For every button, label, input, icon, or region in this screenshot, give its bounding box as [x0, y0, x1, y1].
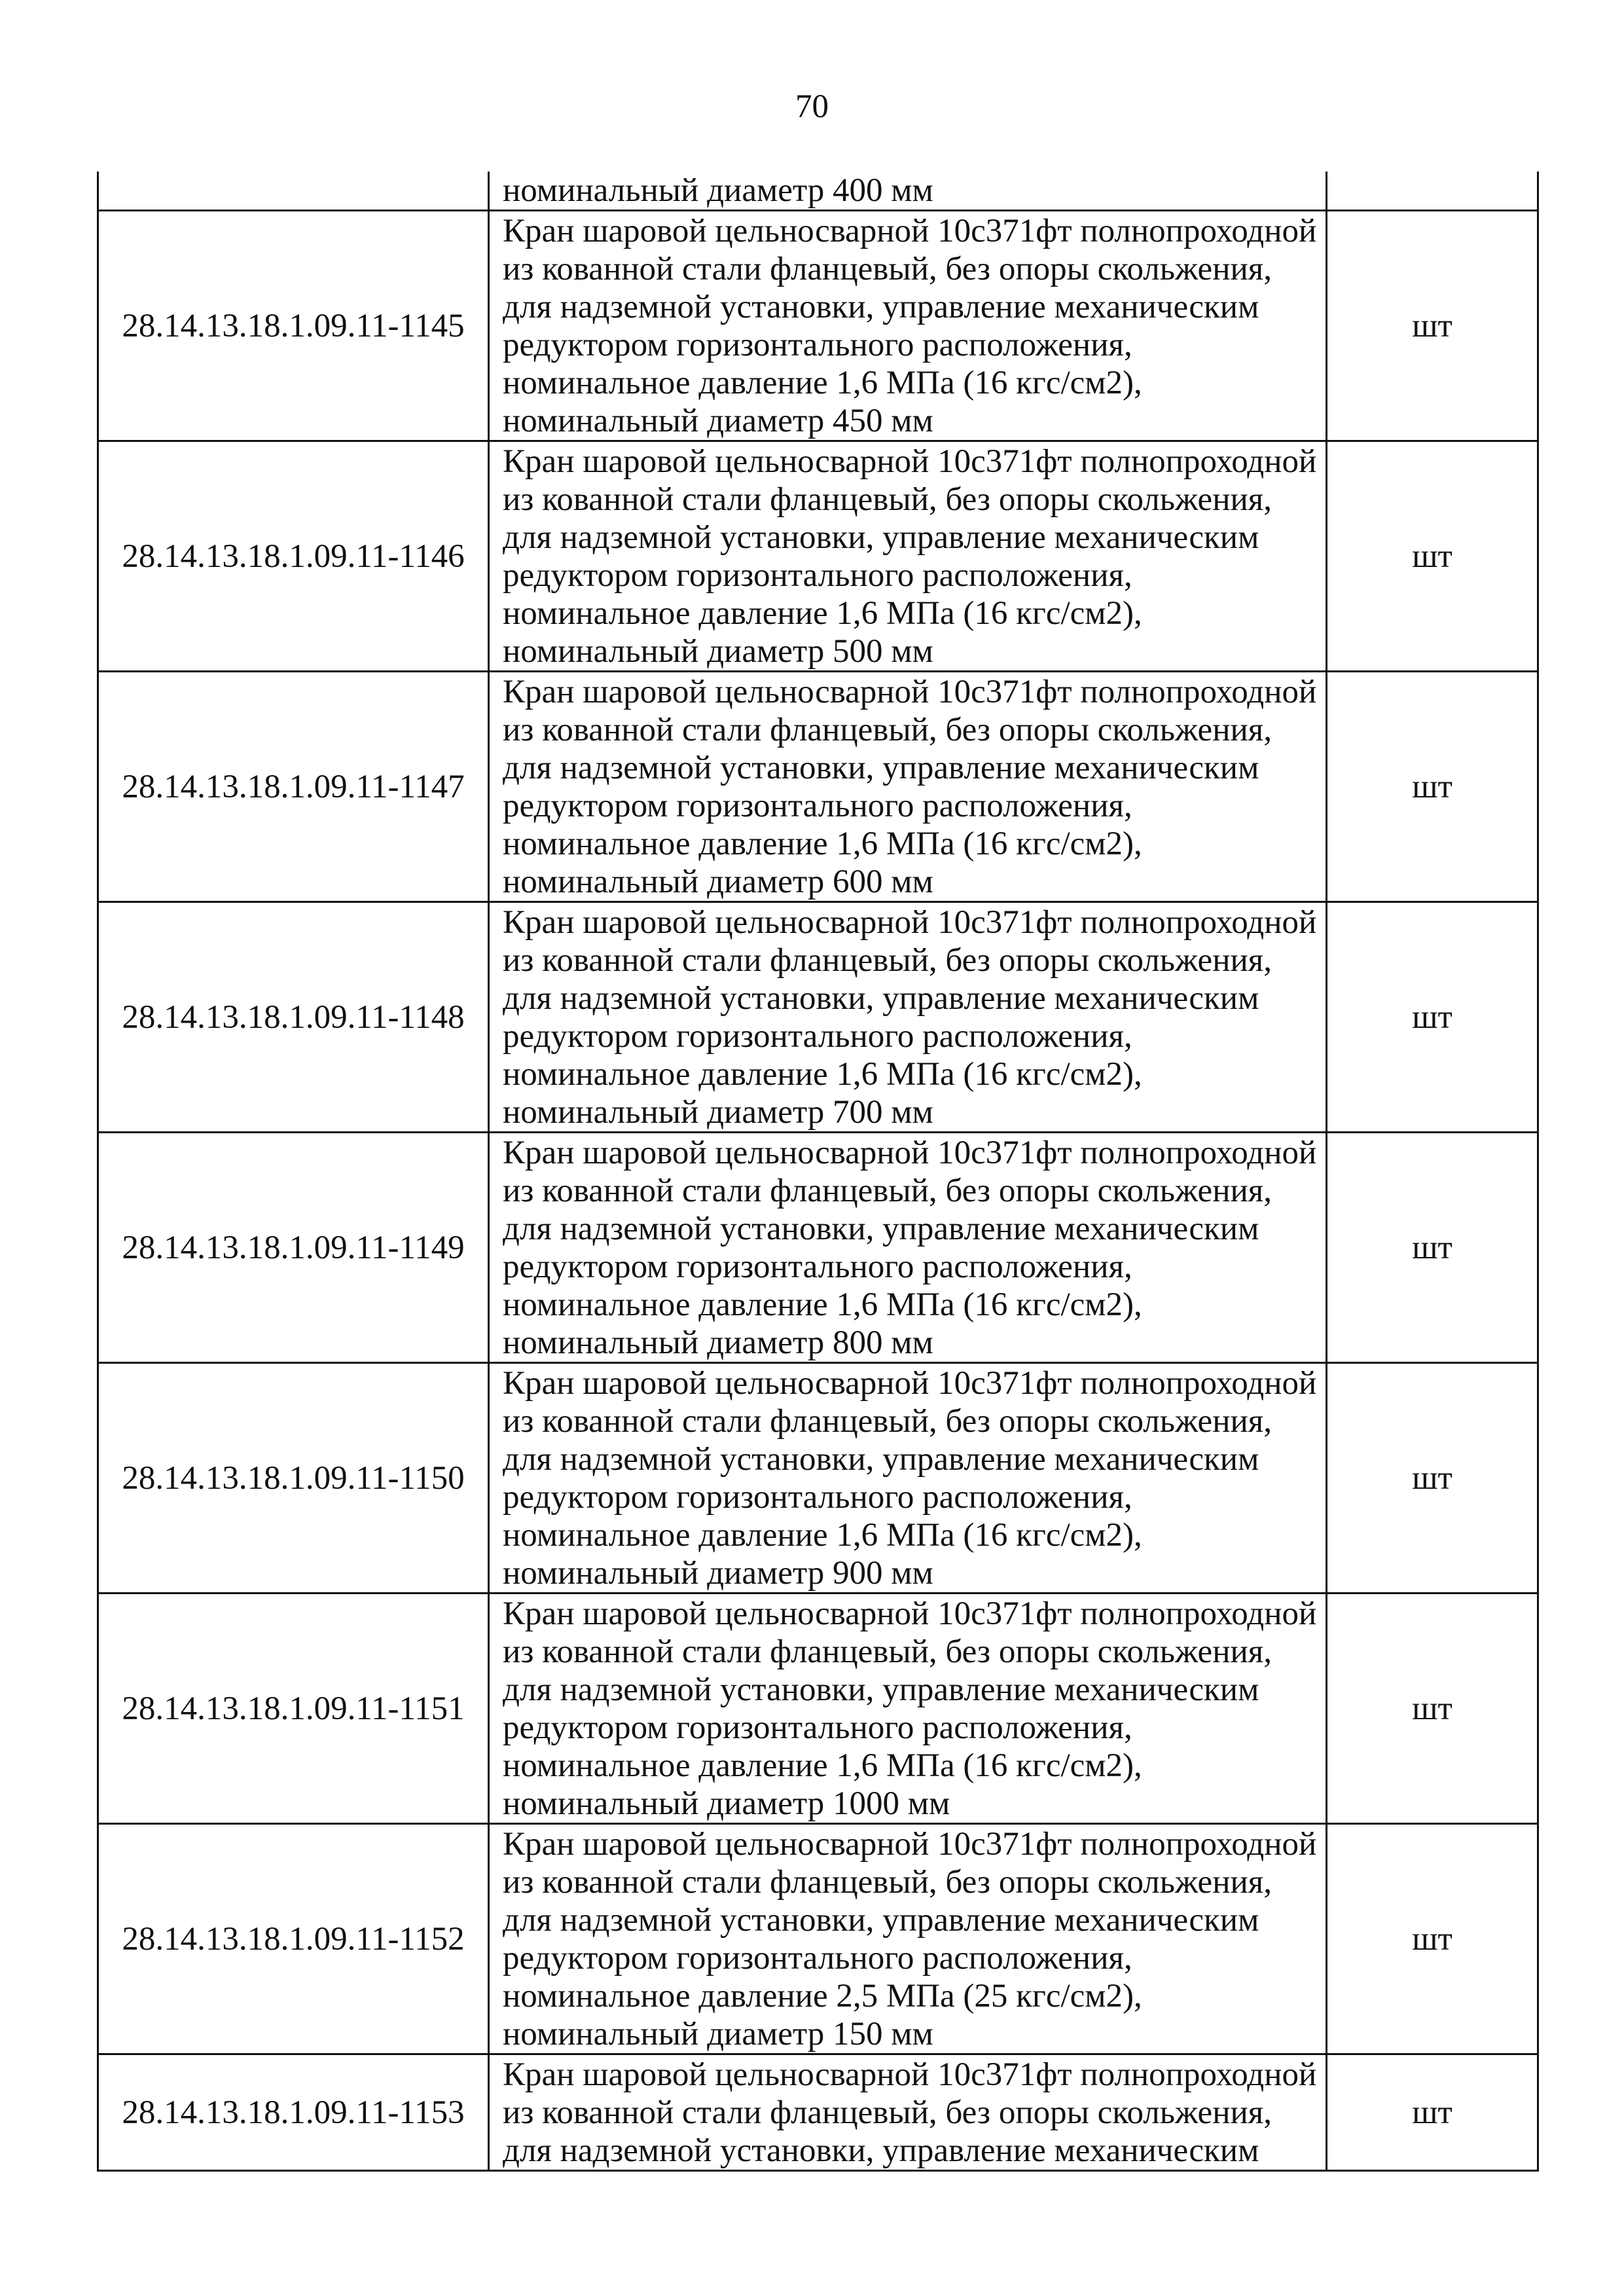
table-row	[98, 441, 1538, 672]
description-line: номинальный диаметр 800 мм	[503, 1324, 933, 1361]
item-unit: шт	[1327, 902, 1538, 1133]
description-line: Кран шаровой цельносварной 10с371фт полнопроходной	[503, 903, 1317, 941]
item-unit: шт	[1327, 2054, 1538, 2171]
description-line: номинальное давление 1,6 МПа (16 кгс/см2),	[503, 1055, 1142, 1093]
item-description	[489, 672, 1327, 902]
table-row	[98, 1133, 1538, 1363]
description-line: номинальное давление 2,5 МПа (25 кгс/см2),	[503, 1977, 1142, 2014]
description-line: номинальный диаметр 150 мм	[503, 2015, 933, 2052]
item-description	[489, 1363, 1327, 1594]
description-line: редуктором горизонтального расположения,	[503, 556, 1132, 594]
description-line: из кованной стали фланцевый, без опоры скольжения,	[503, 1402, 1272, 1440]
description-line: редуктором горизонтального расположения,	[503, 1709, 1132, 1746]
description-line: для надземной установки, управление механическим	[503, 288, 1259, 325]
item-description	[489, 1824, 1327, 2054]
description-line: из кованной стали фланцевый, без опоры скольжения,	[503, 711, 1272, 748]
description-line: номинальный диаметр 400 мм	[503, 172, 933, 209]
item-code: 28.14.13.18.1.09.11-1150	[98, 1363, 489, 1594]
table-row	[98, 902, 1538, 1133]
table-row	[98, 172, 1538, 211]
description-line: редуктором горизонтального расположения,	[503, 326, 1132, 363]
page-number: 70	[795, 88, 829, 125]
description-line: Кран шаровой цельносварной 10с371фт полнопроходной	[503, 1364, 1317, 1402]
description-line: из кованной стали фланцевый, без опоры скольжения,	[503, 1172, 1272, 1209]
description-line: номинальное давление 1,6 МПа (16 кгс/см2),	[503, 1747, 1142, 1784]
description-line: номинальный диаметр 450 мм	[503, 402, 933, 439]
description-line: для надземной установки, управление механическим	[503, 2132, 1259, 2169]
description-line: для надземной установки, управление механическим	[503, 979, 1259, 1017]
description-line: для надземной установки, управление механическим	[503, 1901, 1259, 1939]
description-line: редуктором горизонтального расположения,	[503, 787, 1132, 824]
description-line: номинальный диаметр 900 мм	[503, 1554, 933, 1592]
table-row	[98, 2054, 1538, 2171]
description-line: редуктором горизонтального расположения,	[503, 1939, 1132, 1977]
item-code: 28.14.13.18.1.09.11-1153	[98, 2054, 489, 2171]
description-line: из кованной стали фланцевый, без опоры скольжения,	[503, 941, 1272, 979]
item-unit: шт	[1327, 1133, 1538, 1363]
item-code: 28.14.13.18.1.09.11-1145	[98, 211, 489, 441]
item-code: 28.14.13.18.1.09.11-1148	[98, 902, 489, 1133]
item-description	[489, 172, 1327, 211]
description-line: Кран шаровой цельносварной 10с371фт полнопроходной	[503, 2056, 1317, 2093]
description-line: номинальное давление 1,6 МПа (16 кгс/см2),	[503, 825, 1142, 862]
description-line: номинальный диаметр 600 мм	[503, 863, 933, 900]
item-unit: шт	[1327, 1363, 1538, 1594]
item-code: 28.14.13.18.1.09.11-1152	[98, 1824, 489, 2054]
description-line: Кран шаровой цельносварной 10с371фт полнопроходной	[503, 443, 1317, 480]
description-line: из кованной стали фланцевый, без опоры скольжения,	[503, 481, 1272, 518]
table-row	[98, 1824, 1538, 2054]
item-unit: шт	[1327, 441, 1538, 672]
item-description	[489, 2054, 1327, 2171]
description-line: для надземной установки, управление механическим	[503, 749, 1259, 786]
description-line: номинальное давление 1,6 МПа (16 кгс/см2),	[503, 364, 1142, 401]
table-row	[98, 1594, 1538, 1824]
table-row	[98, 672, 1538, 902]
item-description	[489, 902, 1327, 1133]
description-line: номинальное давление 1,6 МПа (16 кгс/см2),	[503, 1516, 1142, 1554]
description-line: редуктором горизонтального расположения,	[503, 1478, 1132, 1516]
description-line: из кованной стали фланцевый, без опоры скольжения,	[503, 1863, 1272, 1901]
description-line: Кран шаровой цельносварной 10с371фт полнопроходной	[503, 1134, 1317, 1171]
description-line: из кованной стали фланцевый, без опоры скольжения,	[503, 2094, 1272, 2131]
table-row	[98, 1363, 1538, 1594]
item-code	[98, 172, 489, 211]
description-line: редуктором горизонтального расположения,	[503, 1248, 1132, 1285]
item-code: 28.14.13.18.1.09.11-1146	[98, 441, 489, 672]
item-unit: шт	[1327, 1594, 1538, 1824]
catalog-table	[97, 172, 1539, 2172]
item-unit: шт	[1327, 1824, 1538, 2054]
description-line: для надземной установки, управление механическим	[503, 1210, 1259, 1247]
item-description	[489, 441, 1327, 672]
description-line: номинальное давление 1,6 МПа (16 кгс/см2),	[503, 594, 1142, 632]
item-description	[489, 1594, 1327, 1824]
description-line: Кран шаровой цельносварной 10с371фт полнопроходной	[503, 673, 1317, 710]
item-code: 28.14.13.18.1.09.11-1151	[98, 1594, 489, 1824]
description-line: для надземной установки, управление механическим	[503, 519, 1259, 556]
description-line: номинальный диаметр 500 мм	[503, 632, 933, 670]
item-unit: шт	[1327, 211, 1538, 441]
description-line: из кованной стали фланцевый, без опоры скольжения,	[503, 250, 1272, 287]
item-description	[489, 1133, 1327, 1363]
description-line: из кованной стали фланцевый, без опоры скольжения,	[503, 1633, 1272, 1670]
table-row	[98, 211, 1538, 441]
description-line: номинальный диаметр 1000 мм	[503, 1785, 950, 1822]
item-code: 28.14.13.18.1.09.11-1149	[98, 1133, 489, 1363]
description-line: номинальный диаметр 700 мм	[503, 1093, 933, 1131]
description-line: Кран шаровой цельносварной 10с371фт полнопроходной	[503, 1595, 1317, 1632]
item-description	[489, 211, 1327, 441]
item-code: 28.14.13.18.1.09.11-1147	[98, 672, 489, 902]
description-line: Кран шаровой цельносварной 10с371фт полнопроходной	[503, 212, 1317, 249]
item-unit	[1327, 172, 1538, 211]
description-line: для надземной установки, управление механическим	[503, 1440, 1259, 1478]
description-line: для надземной установки, управление механическим	[503, 1671, 1259, 1708]
description-line: номинальное давление 1,6 МПа (16 кгс/см2),	[503, 1286, 1142, 1323]
item-unit: шт	[1327, 672, 1538, 902]
description-line: Кран шаровой цельносварной 10с371фт полнопроходной	[503, 1825, 1317, 1863]
description-line: редуктором горизонтального расположения,	[503, 1017, 1132, 1055]
